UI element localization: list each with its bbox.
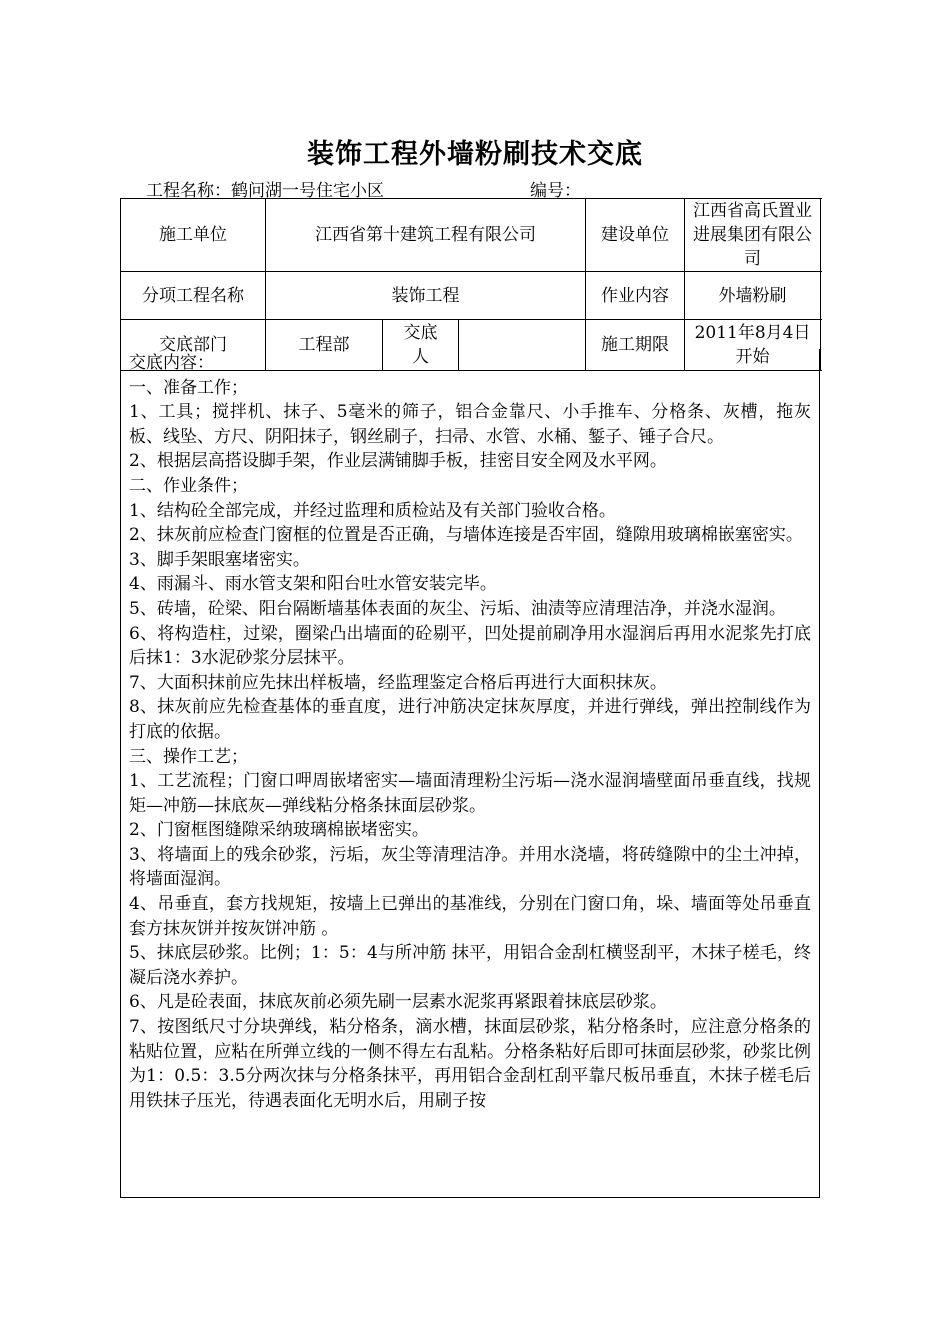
content-paragraph: 3、将墙面上的残余砂浆，污垢，灰尘等清理洁净。并用水浇墙，将砖缝隙中的尘土冲掉，将墙面湿润。 <box>129 844 811 890</box>
content-paragraph: 3、脚手架眼塞堵密实。 <box>129 549 310 570</box>
content-paragraph: 7、大面积抹前应先抹出样板墙，经监理鉴定合格后再进行大面积抹灰。 <box>129 672 667 693</box>
content-paragraph: 5、抹底层砂浆。比例；1：5：4与所冲筋 抹平，用铝合金刮杠横竖刮平，木抹子槎毛，终凝后浇水养护。 <box>129 943 811 988</box>
content-paragraph: 三、操作工艺； <box>129 746 248 767</box>
content-box <box>120 349 820 1198</box>
serial-number-label: 编号： <box>530 181 581 201</box>
content-paragraph: 5、砖墙，砼梁、阳台隔断墙基体表面的灰尘、污垢、油渍等应清理洁净，并浇水湿润。 <box>129 598 786 619</box>
sub-project-label: 分项工程名称 <box>121 272 266 320</box>
content-paragraph: 4、吊垂直，套方找规矩，按墙上已弹出的基准线，分别在门窗口角，垛、墙面等处吊垂直套方抹灰饼并按灰饼冲筋 。 <box>129 894 811 939</box>
construction-unit-label: 施工单位 <box>121 199 266 272</box>
content-paragraph: 7、按图纸尺寸分块弹线，粘分格条，滴水槽，抹面层砂浆，粘分格条时，应注意分格条的粘贴位置，应粘在所弹立线的一侧不得左右乱粘。分格条粘好后即可抹面层砂浆，砂浆比例为1：0.5：3.5分两次抹与分格条抹平，再用铝合金刮杠刮平靠尺板吊垂直，木抹子槎毛后用铁抹子压光，待遇表面化无明水后，用刷子按 <box>129 1017 811 1111</box>
work-label: 作业内容 <box>586 272 685 320</box>
content-paragraph: 8、抹灰前应先检查基体的垂直度，进行冲筋决定抹灰厚度，并进行弹线，弹出控制线作为打底的依据。 <box>129 697 811 742</box>
content-paragraph: 6、将构造柱，过梁，圈梁凸出墙面的砼剔平，凹处提前刷净用水湿润后再用水泥浆先打底后抹1：3水泥砂浆分层抹平。 <box>129 623 811 669</box>
content-paragraph: 1、结构砼全部完成，并经过监理和质检站及有关部门验收合格。 <box>129 500 616 521</box>
table-row <box>121 199 821 272</box>
content-paragraph: 二、作业条件； <box>129 475 248 496</box>
sub-project-value: 装饰工程 <box>266 272 586 320</box>
dept-label: 交底部门 <box>121 320 266 371</box>
content-paragraph: 4、雨漏斗、雨水管支架和阳台吐水管安装完毕。 <box>129 574 497 595</box>
dept-value: 工程部 <box>266 320 383 371</box>
content-paragraph: 交底内容： <box>129 353 214 373</box>
construction-unit-value: 江西省第十建筑工程有限公司 <box>266 199 586 272</box>
owner-value: 江西省高氏置业进展集团有限公司 <box>685 199 821 272</box>
content-paragraph: 2、抹灰前应检查门窗框的位置是否正确，与墙体连接是否牢固，缝隙用玻璃棉嵌塞密实。 <box>129 525 803 546</box>
owner-label: 建设单位 <box>586 199 685 272</box>
content-paragraph: 2、门窗框图缝隙采纳玻璃棉嵌堵密实。 <box>129 820 429 841</box>
work-value: 外墙粉刷 <box>685 272 821 320</box>
period-label: 施工期限 <box>586 320 685 371</box>
content-paragraph: 1、工具；搅拌机、抹子、5毫米的筛子，铝合金靠尺、小手推车、分格条、灰槽，拖灰板、线坠、方尺、阴阳抹子，钢丝刷子，扫帚、水管、水桶、錾子、锤子合尺。 <box>129 402 811 447</box>
content-paragraph: 6、凡是砼表面，抹底灰前必须先刷一层素水泥浆再紧跟着抹底层砂浆。 <box>129 992 667 1013</box>
info-table <box>120 198 821 371</box>
content-paragraph: 1、工艺流程；门窗口呷周嵌堵密实—墙面清理粉尘污垢—浇水湿润墙壁面吊垂直线，找规矩—冲筋—抹底灰—弹线粘分格条抹面层砂浆。 <box>129 771 811 816</box>
period-value: 2011年8月4日开始 <box>685 320 821 371</box>
person-label: 交底人 <box>383 320 459 371</box>
document-title: 装饰工程外墙粉刷技术交底 <box>307 139 643 170</box>
content-paragraph: 2、根据层高搭设脚手架，作业层满铺脚手板，挂密目安全网及水平网。 <box>129 451 667 472</box>
project-name: 工程名称：鹤问湖一号住宅小区 <box>146 181 384 201</box>
content-paragraph: 一、准备工作； <box>129 377 248 398</box>
table-row <box>121 272 821 320</box>
